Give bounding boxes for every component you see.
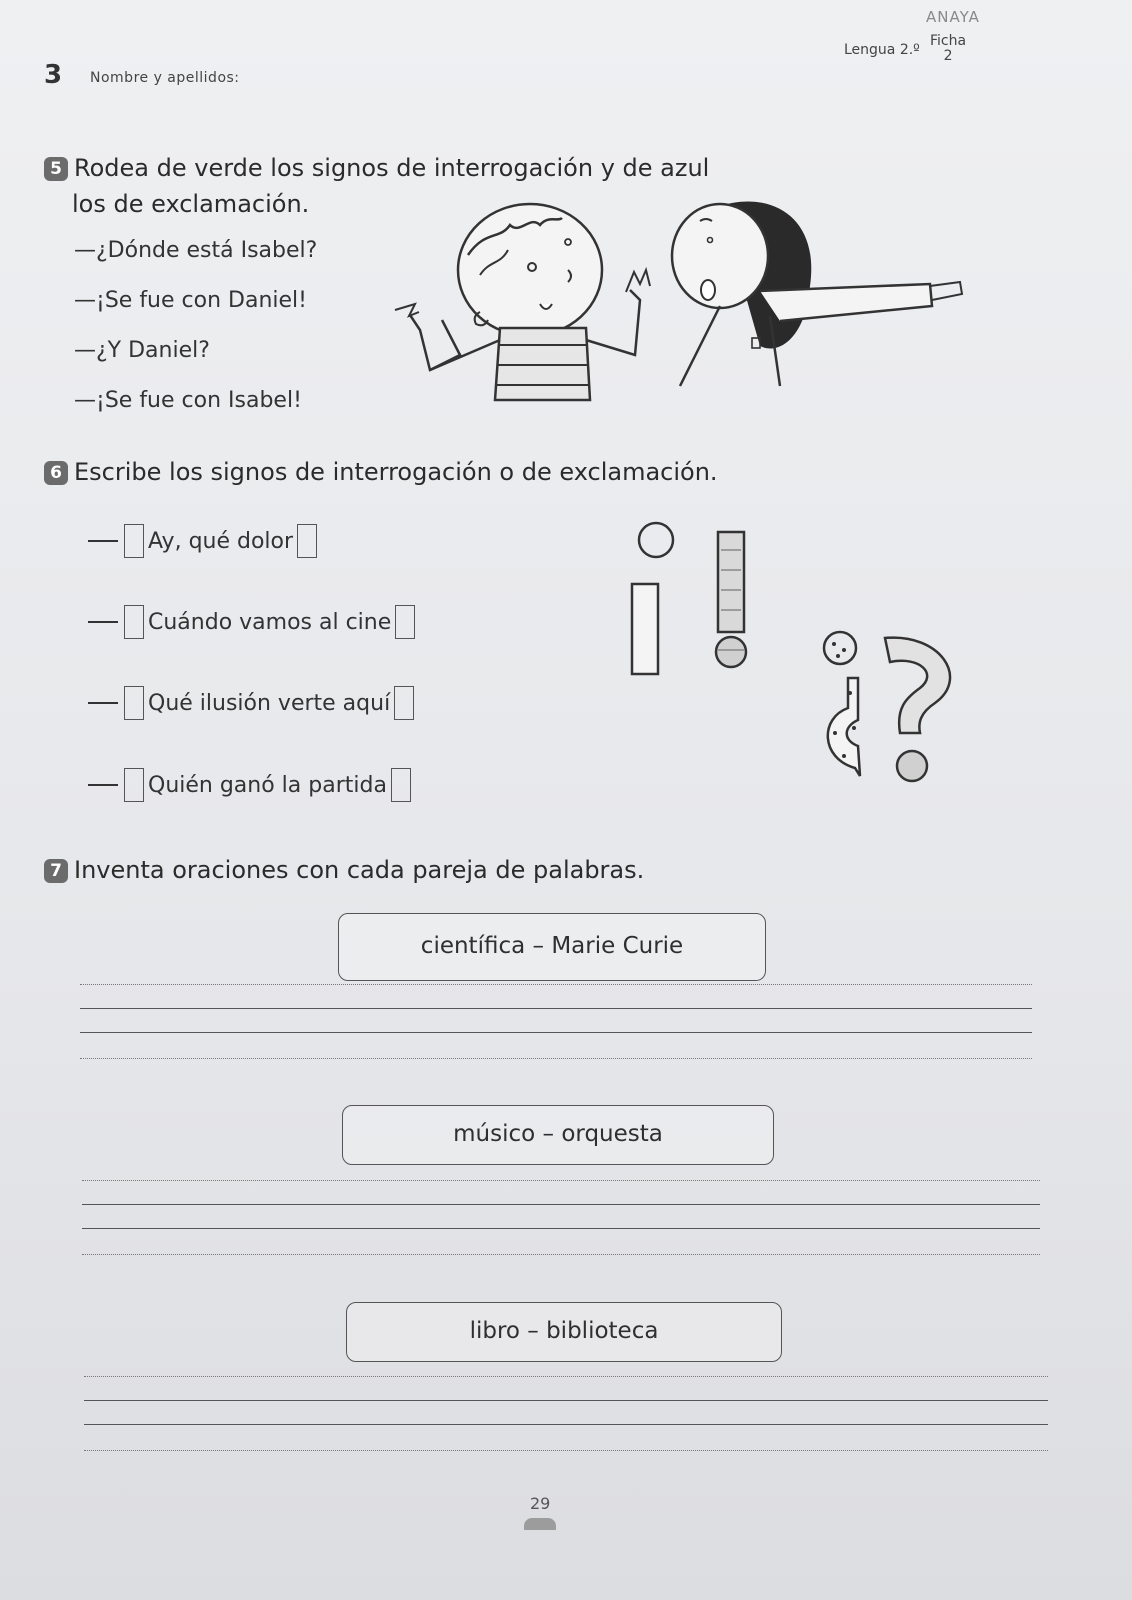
closing-sign-box[interactable] bbox=[391, 768, 411, 802]
writing-line[interactable] bbox=[82, 1254, 1040, 1255]
boy-illustration bbox=[390, 200, 670, 420]
question-marks-illustration bbox=[810, 628, 980, 798]
dash bbox=[88, 621, 118, 623]
punctuation-item bbox=[88, 768, 411, 802]
writing-line[interactable] bbox=[84, 1424, 1048, 1425]
word-pair-box: científica – Marie Curie bbox=[338, 913, 766, 981]
punctuation-item bbox=[88, 524, 317, 558]
writing-lines[interactable] bbox=[84, 1374, 1048, 1468]
opening-sign-box[interactable] bbox=[124, 768, 144, 802]
ficha-title: Ficha bbox=[930, 33, 967, 49]
exercise-6-instruction bbox=[44, 454, 718, 490]
writing-line[interactable] bbox=[84, 1400, 1048, 1401]
dialogue-line[interactable]: —¿Y Daniel? bbox=[74, 338, 210, 363]
exercise-number-badge: 6 bbox=[44, 461, 68, 485]
writing-line[interactable] bbox=[80, 1058, 1032, 1059]
opening-sign-box[interactable] bbox=[124, 686, 144, 720]
word-pair-box: libro – biblioteca bbox=[346, 1302, 782, 1362]
ficha-label bbox=[930, 34, 966, 64]
brand-logo: ANAYA bbox=[926, 8, 980, 26]
punctuation-item bbox=[88, 686, 414, 720]
dash bbox=[88, 784, 118, 786]
dialogue-line[interactable]: —¿Dónde está Isabel? bbox=[74, 238, 318, 263]
sentence-text: Cuándo vamos al cine bbox=[148, 609, 392, 635]
instruction-line-1: Rodea de verde los signos de interrogación y de azul bbox=[74, 154, 710, 182]
writing-line[interactable] bbox=[82, 1228, 1040, 1229]
writing-line[interactable] bbox=[80, 984, 1032, 985]
writing-lines[interactable] bbox=[82, 1178, 1040, 1272]
dialogue-line[interactable]: —¡Se fue con Daniel! bbox=[74, 288, 307, 313]
closing-sign-box[interactable] bbox=[395, 605, 415, 639]
writing-lines[interactable] bbox=[80, 982, 1032, 1076]
word-pair-box: músico – orquesta bbox=[342, 1105, 774, 1165]
ficha-number: 2 bbox=[943, 48, 953, 64]
instruction-text: Inventa oraciones con cada pareja de palabras. bbox=[74, 856, 645, 884]
punctuation-item bbox=[88, 605, 415, 639]
girl-illustration bbox=[660, 196, 980, 396]
page-tab bbox=[524, 1518, 556, 1530]
writing-line[interactable] bbox=[80, 1008, 1032, 1009]
closing-sign-box[interactable] bbox=[297, 524, 317, 558]
exercise-7-instruction bbox=[44, 852, 644, 888]
writing-line[interactable] bbox=[84, 1376, 1048, 1377]
sentence-text: Quién ganó la partida bbox=[148, 772, 387, 798]
writing-line[interactable] bbox=[80, 1032, 1032, 1033]
opening-sign-box[interactable] bbox=[124, 605, 144, 639]
writing-line[interactable] bbox=[84, 1450, 1048, 1451]
exclamation-marks-illustration bbox=[620, 520, 770, 680]
dash bbox=[88, 702, 118, 704]
name-label: Nombre y apellidos: bbox=[90, 70, 240, 86]
page-number: 29 bbox=[530, 1494, 551, 1513]
dialogue-line[interactable]: —¡Se fue con Isabel! bbox=[74, 388, 302, 413]
subject-label: Lengua 2.º bbox=[844, 42, 920, 58]
unit-number: 3 bbox=[44, 60, 63, 90]
writing-line[interactable] bbox=[82, 1180, 1040, 1181]
dash bbox=[88, 540, 118, 542]
writing-line[interactable] bbox=[82, 1204, 1040, 1205]
closing-sign-box[interactable] bbox=[394, 686, 414, 720]
exercise-number-badge: 7 bbox=[44, 859, 68, 883]
sentence-text: Ay, qué dolor bbox=[148, 528, 294, 554]
instruction-text: Escribe los signos de interrogación o de exclamación. bbox=[74, 458, 718, 486]
opening-sign-box[interactable] bbox=[124, 524, 144, 558]
instruction-line-2: los de exclamación. bbox=[72, 190, 310, 218]
sentence-text: Qué ilusión verte aquí bbox=[148, 690, 391, 716]
exercise-number-badge: 5 bbox=[44, 157, 68, 181]
